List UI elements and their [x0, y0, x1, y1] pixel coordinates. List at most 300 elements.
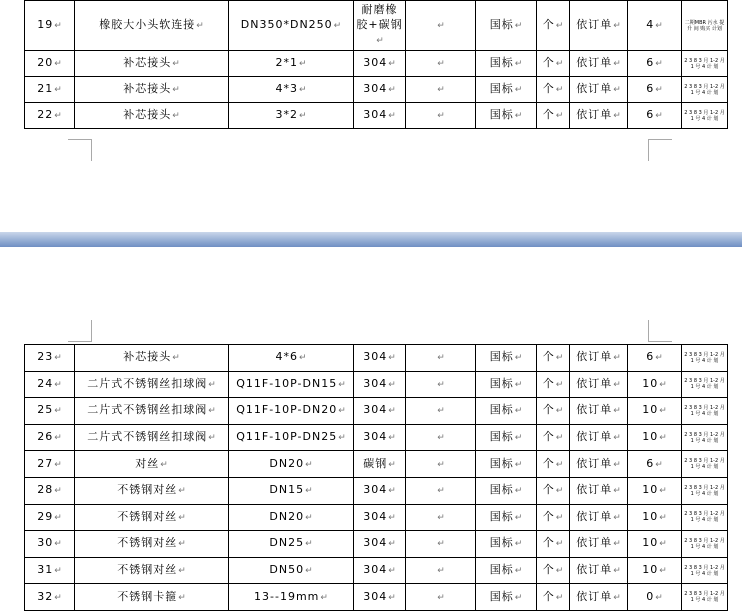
cell-text: 国标: [489, 82, 514, 95]
note-cell: [682, 504, 728, 531]
quantity-cell: [628, 424, 682, 451]
cell-text: 304: [363, 589, 388, 603]
note-cell: [682, 77, 728, 103]
note-cell: [682, 103, 728, 129]
paragraph-mark-icon: ↵: [655, 459, 663, 470]
cell-text: 304: [363, 82, 388, 95]
unit-cell: [537, 424, 570, 451]
cell-text: DN15: [269, 483, 305, 497]
empty-cell: [406, 77, 476, 103]
cell-text: 24: [37, 376, 54, 390]
paragraph-mark-icon: ↵: [514, 512, 523, 523]
standard-cell: [476, 531, 537, 558]
cell-text: 依订单: [576, 483, 613, 497]
paragraph-mark-icon: ↵: [437, 21, 445, 31]
item-name-cell: [75, 584, 229, 611]
cell-text: 2 3 8 3 月 1-2 月 1 号 4 计 划: [684, 57, 725, 70]
cell-text: 不锈钢对丝: [117, 509, 178, 523]
cell-text: 依订单: [576, 536, 613, 550]
paragraph-mark-icon: ↵: [514, 59, 523, 69]
empty-cell: [406, 345, 476, 372]
paragraph-mark-icon: ↵: [437, 59, 445, 69]
paragraph-mark-icon: ↵: [514, 406, 523, 417]
paragraph-mark-icon: ↵: [659, 433, 667, 444]
paragraph-mark-icon: ↵: [437, 566, 445, 577]
cell-text: 304: [363, 509, 388, 523]
spec-cell: [229, 451, 354, 478]
paragraph-mark-icon: ↵: [659, 566, 667, 577]
cell-text: 二片式不锈钢丝扣球阀: [87, 376, 208, 390]
basis-cell: [570, 584, 628, 611]
paragraph-mark-icon: ↵: [305, 566, 313, 577]
cell-text: 个: [542, 108, 555, 121]
item-name-cell: [75, 451, 229, 478]
standard-cell: [476, 398, 537, 425]
quantity-cell: [628, 477, 682, 504]
paragraph-mark-icon: ↵: [338, 433, 346, 444]
cell-text: 依订单: [576, 509, 613, 523]
cell-text: 28: [37, 483, 54, 497]
paragraph-mark-icon: ↵: [388, 433, 396, 444]
note-cell: [682, 584, 728, 611]
spec-cell: [229, 477, 354, 504]
paragraph-mark-icon: ↵: [178, 566, 186, 577]
cell-text: 个: [542, 509, 555, 523]
paragraph-mark-icon: ↵: [555, 539, 564, 550]
quantity-cell: [628, 345, 682, 372]
paragraph-mark-icon: ↵: [555, 59, 564, 69]
paragraph-mark-icon: ↵: [437, 353, 445, 364]
basis-cell: [570, 557, 628, 584]
cell-text: 2 3 8 3 月 1-2 月 1 号 4 计 划: [684, 484, 725, 497]
paragraph-mark-icon: ↵: [305, 459, 313, 470]
cell-text: 27: [37, 456, 54, 470]
unit-cell: [537, 451, 570, 478]
cell-text: 国标: [489, 18, 514, 31]
paragraph-mark-icon: ↵: [388, 59, 396, 69]
cell-text: 国标: [489, 56, 514, 69]
paragraph-mark-icon: ↵: [655, 353, 663, 364]
paragraph-mark-icon: ↵: [54, 406, 62, 417]
spec-cell: [229, 398, 354, 425]
note-cell: [682, 451, 728, 478]
basis-cell: [570, 531, 628, 558]
material-cell: [354, 51, 406, 77]
paragraph-mark-icon: ↵: [613, 353, 621, 364]
basis-cell: [570, 77, 628, 103]
unit-cell: [537, 531, 570, 558]
quantity-cell: [628, 1, 682, 51]
paragraph-mark-icon: ↵: [388, 85, 396, 95]
cell-text: 6: [646, 350, 655, 364]
cell-text: 10: [642, 403, 659, 417]
paragraph-mark-icon: ↵: [659, 406, 667, 417]
basis-cell: [570, 371, 628, 398]
paragraph-mark-icon: ↵: [320, 592, 328, 603]
paragraph-mark-icon: ↵: [388, 592, 396, 603]
paragraph-mark-icon: ↵: [54, 486, 62, 497]
item-name-cell: [75, 345, 229, 372]
spec-cell: [229, 1, 354, 51]
paragraph-mark-icon: ↵: [388, 539, 396, 550]
crop-mark-top-right: [648, 139, 672, 161]
cell-text: 29: [37, 509, 54, 523]
paragraph-mark-icon: ↵: [437, 512, 445, 523]
cell-text: 依订单: [576, 430, 613, 444]
empty-cell: [406, 451, 476, 478]
empty-cell: [406, 51, 476, 77]
cell-text: 补芯接头: [123, 56, 172, 69]
paragraph-mark-icon: ↵: [555, 111, 564, 121]
spec-cell: [229, 584, 354, 611]
note-cell: [682, 371, 728, 398]
paragraph-mark-icon: ↵: [338, 406, 346, 417]
cell-text: DN20: [269, 456, 305, 470]
cell-text: 不锈钢对丝: [117, 536, 178, 550]
cell-text: 25: [37, 403, 54, 417]
empty-cell: [406, 477, 476, 504]
paragraph-mark-icon: ↵: [613, 21, 621, 31]
paragraph-mark-icon: ↵: [178, 512, 186, 523]
item-name-cell: [75, 398, 229, 425]
paragraph-mark-icon: ↵: [298, 111, 307, 121]
cell-text: 橡胶大小头软连接: [99, 18, 196, 31]
table-row: [25, 557, 728, 584]
cell-text: 二片式不锈钢丝扣球阀: [87, 430, 208, 444]
material-cell: [354, 557, 406, 584]
cell-text: 10: [642, 376, 659, 390]
cell-text: 6: [646, 56, 655, 69]
row-number-cell: [25, 557, 75, 584]
paragraph-mark-icon: ↵: [659, 539, 667, 550]
table-row: [25, 584, 728, 611]
paragraph-mark-icon: ↵: [388, 486, 396, 497]
cell-text: 个: [542, 403, 555, 417]
row-number-cell: [25, 103, 75, 129]
cell-text: 个: [542, 350, 555, 364]
cell-text: 依订单: [576, 350, 613, 364]
empty-cell: [406, 424, 476, 451]
paragraph-mark-icon: ↵: [613, 459, 621, 470]
unit-cell: [537, 504, 570, 531]
paragraph-mark-icon: ↵: [613, 59, 621, 69]
paragraph-mark-icon: ↵: [555, 459, 564, 470]
cell-text: 20: [37, 56, 54, 69]
cell-text: 30: [37, 536, 54, 550]
basis-cell: [570, 398, 628, 425]
paragraph-mark-icon: ↵: [54, 21, 62, 31]
cell-text: 依订单: [576, 456, 613, 470]
paragraph-mark-icon: ↵: [333, 21, 342, 31]
paragraph-mark-icon: ↵: [655, 85, 663, 95]
paragraph-mark-icon: ↵: [514, 111, 523, 121]
cell-text: 个: [542, 456, 555, 470]
empty-cell: [406, 103, 476, 129]
note-cell: [682, 1, 728, 51]
paragraph-mark-icon: ↵: [196, 21, 204, 31]
paragraph-mark-icon: ↵: [172, 85, 180, 95]
table-row: [25, 103, 728, 129]
paragraph-mark-icon: ↵: [555, 406, 564, 417]
basis-cell: [570, 477, 628, 504]
quantity-cell: [628, 451, 682, 478]
cell-text: 6: [646, 108, 655, 121]
paragraph-mark-icon: ↵: [659, 512, 667, 523]
paragraph-mark-icon: ↵: [555, 433, 564, 444]
cell-text: Q11F-10P-DN20: [236, 403, 338, 417]
material-cell: [354, 477, 406, 504]
quantity-cell: [628, 103, 682, 129]
standard-cell: [476, 371, 537, 398]
item-name-cell: [75, 1, 229, 51]
cell-text: Q11F-10P-DN25: [236, 430, 338, 444]
document-page-top: [0, 0, 742, 232]
unit-cell: [537, 1, 570, 51]
cell-text: 耐磨橡胶+碳钢: [356, 3, 403, 31]
cell-text: 10: [642, 483, 659, 497]
paragraph-mark-icon: ↵: [305, 539, 313, 550]
table-row: [25, 77, 728, 103]
cell-text: 304: [363, 483, 388, 497]
standard-cell: [476, 345, 537, 372]
paragraph-mark-icon: ↵: [655, 21, 663, 31]
cell-text: 2*1: [275, 56, 298, 69]
paragraph-mark-icon: ↵: [514, 353, 523, 364]
basis-cell: [570, 345, 628, 372]
empty-cell: [406, 1, 476, 51]
cell-text: 2 3 8 3 月 1-2 月 1 号 4 计 划: [684, 351, 725, 364]
paragraph-mark-icon: ↵: [555, 379, 564, 390]
cell-text: 二期MBR 污水 提升 间 购买 计划: [684, 19, 725, 32]
cell-text: 个: [542, 376, 555, 390]
cell-text: 依订单: [576, 82, 613, 95]
cell-text: 21: [37, 82, 54, 95]
standard-cell: [476, 584, 537, 611]
empty-cell: [406, 584, 476, 611]
paragraph-mark-icon: ↵: [298, 353, 307, 364]
standard-cell: [476, 477, 537, 504]
paragraph-mark-icon: ↵: [208, 406, 216, 417]
paragraph-mark-icon: ↵: [298, 59, 307, 69]
paragraph-mark-icon: ↵: [613, 566, 621, 577]
cell-text: 2 3 8 3 月 1-2 月 1 号 4 计 划: [684, 431, 725, 444]
cell-text: 10: [642, 430, 659, 444]
paragraph-mark-icon: ↵: [555, 353, 564, 364]
paragraph-mark-icon: ↵: [514, 539, 523, 550]
cell-text: 依订单: [576, 589, 613, 603]
cell-text: 个: [542, 589, 555, 603]
paragraph-mark-icon: ↵: [160, 459, 168, 470]
empty-cell: [406, 371, 476, 398]
cell-text: 国标: [489, 456, 514, 470]
unit-cell: [537, 103, 570, 129]
table-row: [25, 531, 728, 558]
cell-text: 补芯接头: [123, 82, 172, 95]
cell-text: 依订单: [576, 403, 613, 417]
cell-text: 不锈钢卡箍: [117, 589, 178, 603]
cell-text: Q11F-10P-DN15: [236, 376, 338, 390]
standard-cell: [476, 51, 537, 77]
paragraph-mark-icon: ↵: [376, 36, 384, 46]
items-table-bottom: [24, 344, 728, 611]
cell-text: 2 3 8 3 月 1-2 月 1 号 4 计 划: [684, 591, 725, 604]
cell-text: 10: [642, 563, 659, 577]
cell-text: 304: [363, 536, 388, 550]
paragraph-mark-icon: ↵: [178, 592, 186, 603]
paragraph-mark-icon: ↵: [54, 59, 62, 69]
material-cell: [354, 77, 406, 103]
item-name-cell: [75, 424, 229, 451]
unit-cell: [537, 51, 570, 77]
paragraph-mark-icon: ↵: [555, 566, 564, 577]
paragraph-mark-icon: ↵: [305, 512, 313, 523]
paragraph-mark-icon: ↵: [54, 539, 62, 550]
cell-text: 国标: [489, 108, 514, 121]
paragraph-mark-icon: ↵: [514, 566, 523, 577]
cell-text: 304: [363, 56, 388, 69]
spec-cell: [229, 371, 354, 398]
cell-text: 二片式不锈钢丝扣球阀: [87, 403, 208, 417]
cell-text: 6: [646, 456, 655, 470]
cell-text: 国标: [489, 376, 514, 390]
cell-text: 不锈钢对丝: [117, 563, 178, 577]
quantity-cell: [628, 557, 682, 584]
cell-text: 个: [542, 18, 555, 31]
basis-cell: [570, 1, 628, 51]
empty-cell: [406, 504, 476, 531]
quantity-cell: [628, 51, 682, 77]
cell-text: 2 3 8 3 月 1-2 月 1 号 4 计 划: [684, 458, 725, 471]
note-cell: [682, 531, 728, 558]
item-name-cell: [75, 77, 229, 103]
cell-text: 2 3 8 3 月 1-2 月 1 号 4 计 划: [684, 404, 725, 417]
paragraph-mark-icon: ↵: [613, 111, 621, 121]
cell-text: 个: [542, 430, 555, 444]
spec-cell: [229, 77, 354, 103]
cell-text: DN20: [269, 509, 305, 523]
cell-text: 2 3 8 3 月 1-2 月 1 号 4 计 划: [684, 378, 725, 391]
paragraph-mark-icon: ↵: [659, 486, 667, 497]
material-cell: [354, 504, 406, 531]
cell-text: 个: [542, 483, 555, 497]
cell-text: 碳钢: [363, 456, 388, 470]
row-number-cell: [25, 424, 75, 451]
paragraph-mark-icon: ↵: [514, 592, 523, 603]
standard-cell: [476, 557, 537, 584]
paragraph-mark-icon: ↵: [655, 59, 663, 69]
cell-text: 10: [642, 509, 659, 523]
cell-text: 10: [642, 536, 659, 550]
cell-text: 依订单: [576, 563, 613, 577]
paragraph-mark-icon: ↵: [388, 406, 396, 417]
paragraph-mark-icon: ↵: [514, 21, 523, 31]
note-cell: [682, 345, 728, 372]
table-row: [25, 398, 728, 425]
standard-cell: [476, 451, 537, 478]
paragraph-mark-icon: ↵: [172, 111, 180, 121]
item-name-cell: [75, 371, 229, 398]
empty-cell: [406, 557, 476, 584]
paragraph-mark-icon: ↵: [54, 353, 62, 364]
paragraph-mark-icon: ↵: [555, 512, 564, 523]
cell-text: 国标: [489, 589, 514, 603]
material-cell: [354, 398, 406, 425]
quantity-cell: [628, 398, 682, 425]
standard-cell: [476, 424, 537, 451]
cell-text: 304: [363, 108, 388, 121]
cell-text: 国标: [489, 509, 514, 523]
basis-cell: [570, 103, 628, 129]
paragraph-mark-icon: ↵: [54, 379, 62, 390]
cell-text: 304: [363, 563, 388, 577]
cell-text: 对丝: [135, 456, 160, 470]
document-page-bottom: [0, 247, 742, 613]
crop-mark-top-left: [68, 139, 92, 161]
paragraph-mark-icon: ↵: [54, 111, 62, 121]
paragraph-mark-icon: ↵: [655, 111, 663, 121]
paragraph-mark-icon: ↵: [298, 85, 307, 95]
cell-text: 国标: [489, 350, 514, 364]
paragraph-mark-icon: ↵: [437, 111, 445, 121]
paragraph-mark-icon: ↵: [54, 566, 62, 577]
cell-text: 依订单: [576, 376, 613, 390]
cell-text: 304: [363, 430, 388, 444]
paragraph-mark-icon: ↵: [555, 592, 564, 603]
page-gap: [0, 232, 742, 247]
item-name-cell: [75, 103, 229, 129]
standard-cell: [476, 1, 537, 51]
basis-cell: [570, 51, 628, 77]
paragraph-mark-icon: ↵: [613, 592, 621, 603]
cell-text: 个: [542, 82, 555, 95]
items-table-top-body: [25, 1, 728, 129]
cell-text: 31: [37, 563, 54, 577]
row-number-cell: [25, 504, 75, 531]
row-number-cell: [25, 398, 75, 425]
quantity-cell: [628, 584, 682, 611]
paragraph-mark-icon: ↵: [655, 592, 663, 603]
cell-text: 补芯接头: [123, 350, 172, 364]
table-row: [25, 1, 728, 51]
paragraph-mark-icon: ↵: [437, 406, 445, 417]
row-number-cell: [25, 345, 75, 372]
cell-text: 19: [37, 18, 54, 31]
cell-text: DN350*DN250: [240, 18, 333, 31]
quantity-cell: [628, 371, 682, 398]
cell-text: 6: [646, 82, 655, 95]
paragraph-mark-icon: ↵: [208, 433, 216, 444]
cell-text: 补芯接头: [123, 108, 172, 121]
material-cell: [354, 531, 406, 558]
paragraph-mark-icon: ↵: [388, 111, 396, 121]
note-cell: [682, 398, 728, 425]
paragraph-mark-icon: ↵: [437, 539, 445, 550]
spec-cell: [229, 504, 354, 531]
paragraph-mark-icon: ↵: [514, 433, 523, 444]
note-cell: [682, 557, 728, 584]
basis-cell: [570, 504, 628, 531]
paragraph-mark-icon: ↵: [555, 21, 564, 31]
cell-text: 依订单: [576, 56, 613, 69]
cell-text: DN50: [269, 563, 305, 577]
note-cell: [682, 424, 728, 451]
cell-text: 32: [37, 589, 54, 603]
cell-text: 0: [646, 589, 655, 603]
paragraph-mark-icon: ↵: [54, 85, 62, 95]
cell-text: 4: [646, 18, 655, 31]
cell-text: 13--19mm: [254, 589, 320, 603]
paragraph-mark-icon: ↵: [514, 459, 523, 470]
